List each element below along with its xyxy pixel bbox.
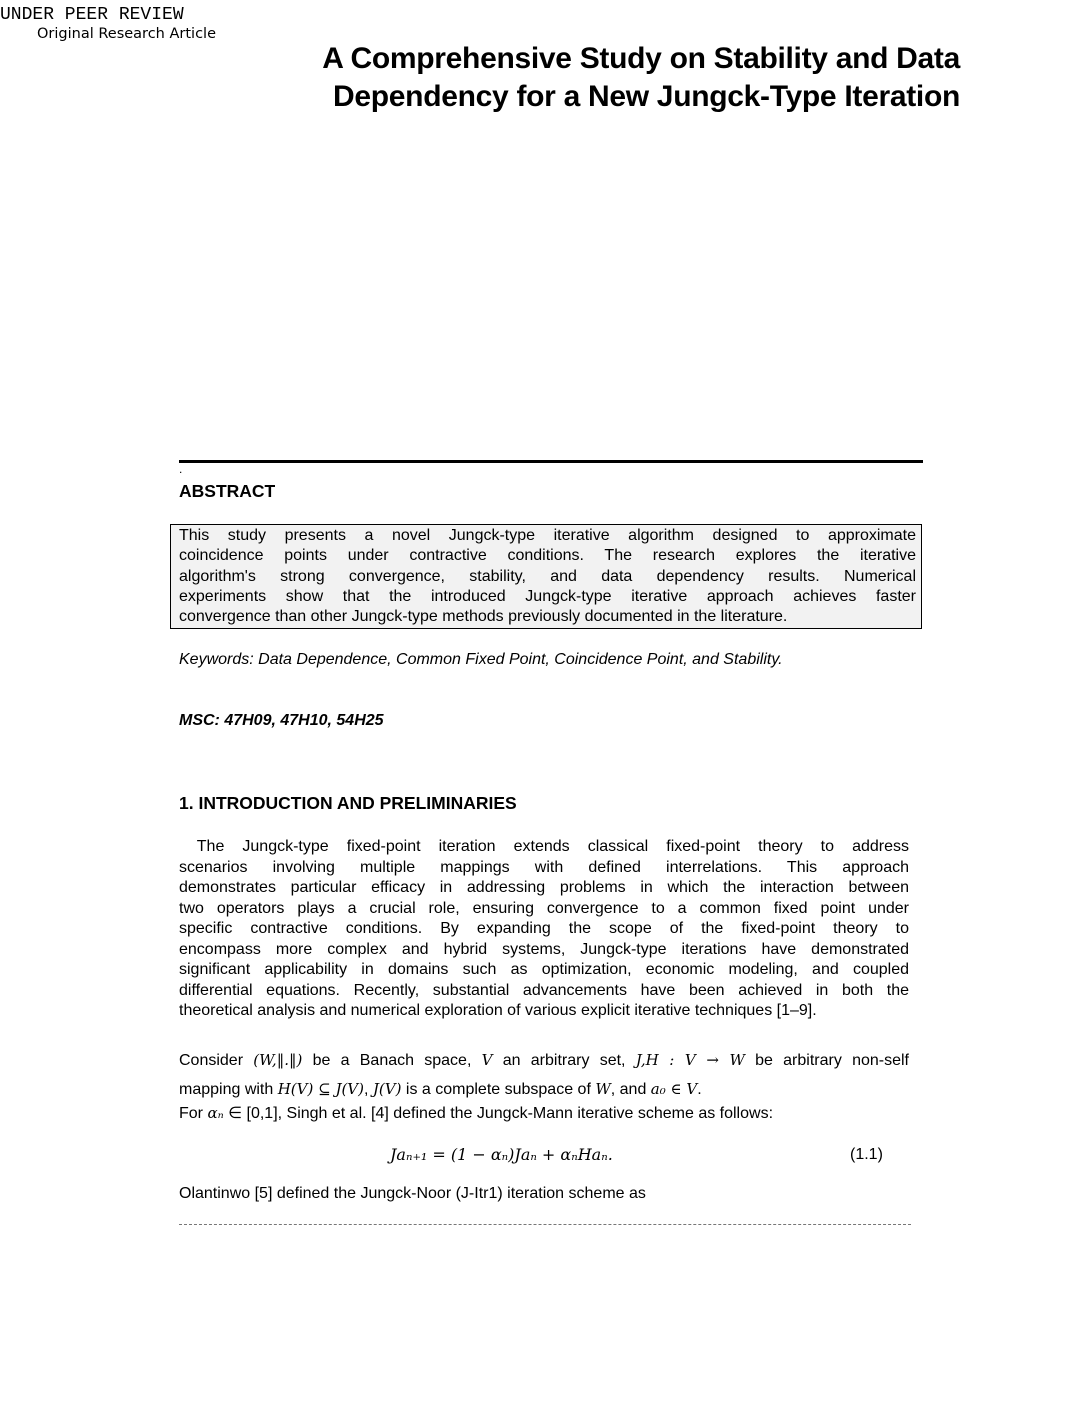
abstract-line: This study presents a novel Jungck-type iterative algorithm designed to approximate (179, 527, 916, 544)
dot: . (179, 462, 183, 476)
divider (179, 460, 923, 463)
msc-codes: MSC: 47H09, 47H10, 54H25 (179, 712, 384, 729)
abstract-box (170, 524, 922, 629)
paper-title (200, 40, 960, 116)
intro-paragraph (179, 837, 909, 1022)
abstract-line: algorithm's strong convergence, stability, and data dependency results. Numerical (179, 567, 916, 585)
abstract-line: coincidence points under contractive conditions. The research explores the iterative (179, 547, 916, 565)
abstract-line: convergence than other Jungck-type methods previously documented in the literature. (179, 608, 788, 626)
text-line (179, 1045, 909, 1076)
article-type: Original Research Article (37, 26, 216, 42)
math: (W,‖.‖) (253, 1051, 303, 1069)
math: a₀ ∈ V (650, 1080, 698, 1098)
text: mapping with (179, 1081, 278, 1098)
consider-paragraph (179, 1045, 909, 1103)
equation: Jaₙ₊₁ = (1 − αₙ)Jaₙ + αₙHaₙ. (390, 1145, 613, 1164)
text: be a Banach space, (302, 1052, 482, 1069)
math: V (481, 1051, 493, 1069)
text-line: differential equations. Recently, substantial advancements have been achieved in both the (179, 981, 909, 999)
text: Consider (179, 1052, 254, 1069)
math: αₙ (207, 1104, 224, 1122)
section-heading: 1. INTRODUCTION AND PRELIMINARIES (179, 793, 517, 813)
text: is a complete subspace of (401, 1081, 596, 1098)
text-line: scenarios involving multiple mappings with defined interrelations. This approach (179, 858, 909, 876)
text-line: significant applicability in domains such as optimization, economic modeling, and coupled (179, 961, 909, 978)
text: ∈ [0,1], Singh et al. [4] defined the Jungck-Mann iterative scheme as follows: (223, 1105, 774, 1122)
page-footer-rule (179, 1224, 911, 1225)
text-line: Olantinwo [5] defined the Jungck-Noor (J-Itr1) iteration scheme as (179, 1185, 646, 1202)
text-line (179, 1103, 773, 1123)
text-line: The Jungck-type fixed-point iteration extends classical fixed-point theory to address (179, 838, 909, 855)
text-line: encompass more complex and hybrid systems, Jungck-type iterations have demonstrated (179, 940, 909, 958)
review-banner: UNDER PEER REVIEW (0, 5, 184, 25)
math: J,H : V → W (635, 1051, 745, 1069)
text-line: demonstrates particular efficacy in addressing problems in which the interaction between (179, 879, 909, 896)
text: . (697, 1081, 702, 1098)
abstract-line: experiments show that the introduced Jungck-type iterative approach achieves faster (179, 587, 916, 605)
text: , and (610, 1081, 651, 1098)
text-line: theoretical analysis and numerical exploration of various explicit iterative techniques [1–9]. (179, 1002, 817, 1019)
abstract-heading: ABSTRACT (179, 481, 276, 501)
math: W (595, 1080, 611, 1098)
math: H(V) ⊆ J(V) (277, 1080, 364, 1098)
text-line: specific contractive conditions. By expanding the scope of the fixed-point theory to (179, 920, 909, 937)
title-line: Dependency for a New Jungck-Type Iteration (333, 80, 960, 113)
equation-number: (1.1) (850, 1146, 883, 1163)
text: an arbitrary set, (492, 1052, 636, 1069)
math: J(V) (372, 1080, 402, 1098)
text-line: two operators plays a crucial role, ensuring convergence to a common fixed point under (179, 899, 909, 917)
text-line (179, 1076, 909, 1103)
title-line: A Comprehensive Study on Stability and Data (322, 42, 960, 75)
text: be arbitrary non-self (744, 1052, 910, 1069)
keywords: Keywords: Data Dependence, Common Fixed Point, Coincidence Point, and Stability. (179, 651, 783, 668)
text: For (179, 1105, 208, 1122)
text: , (364, 1081, 373, 1098)
